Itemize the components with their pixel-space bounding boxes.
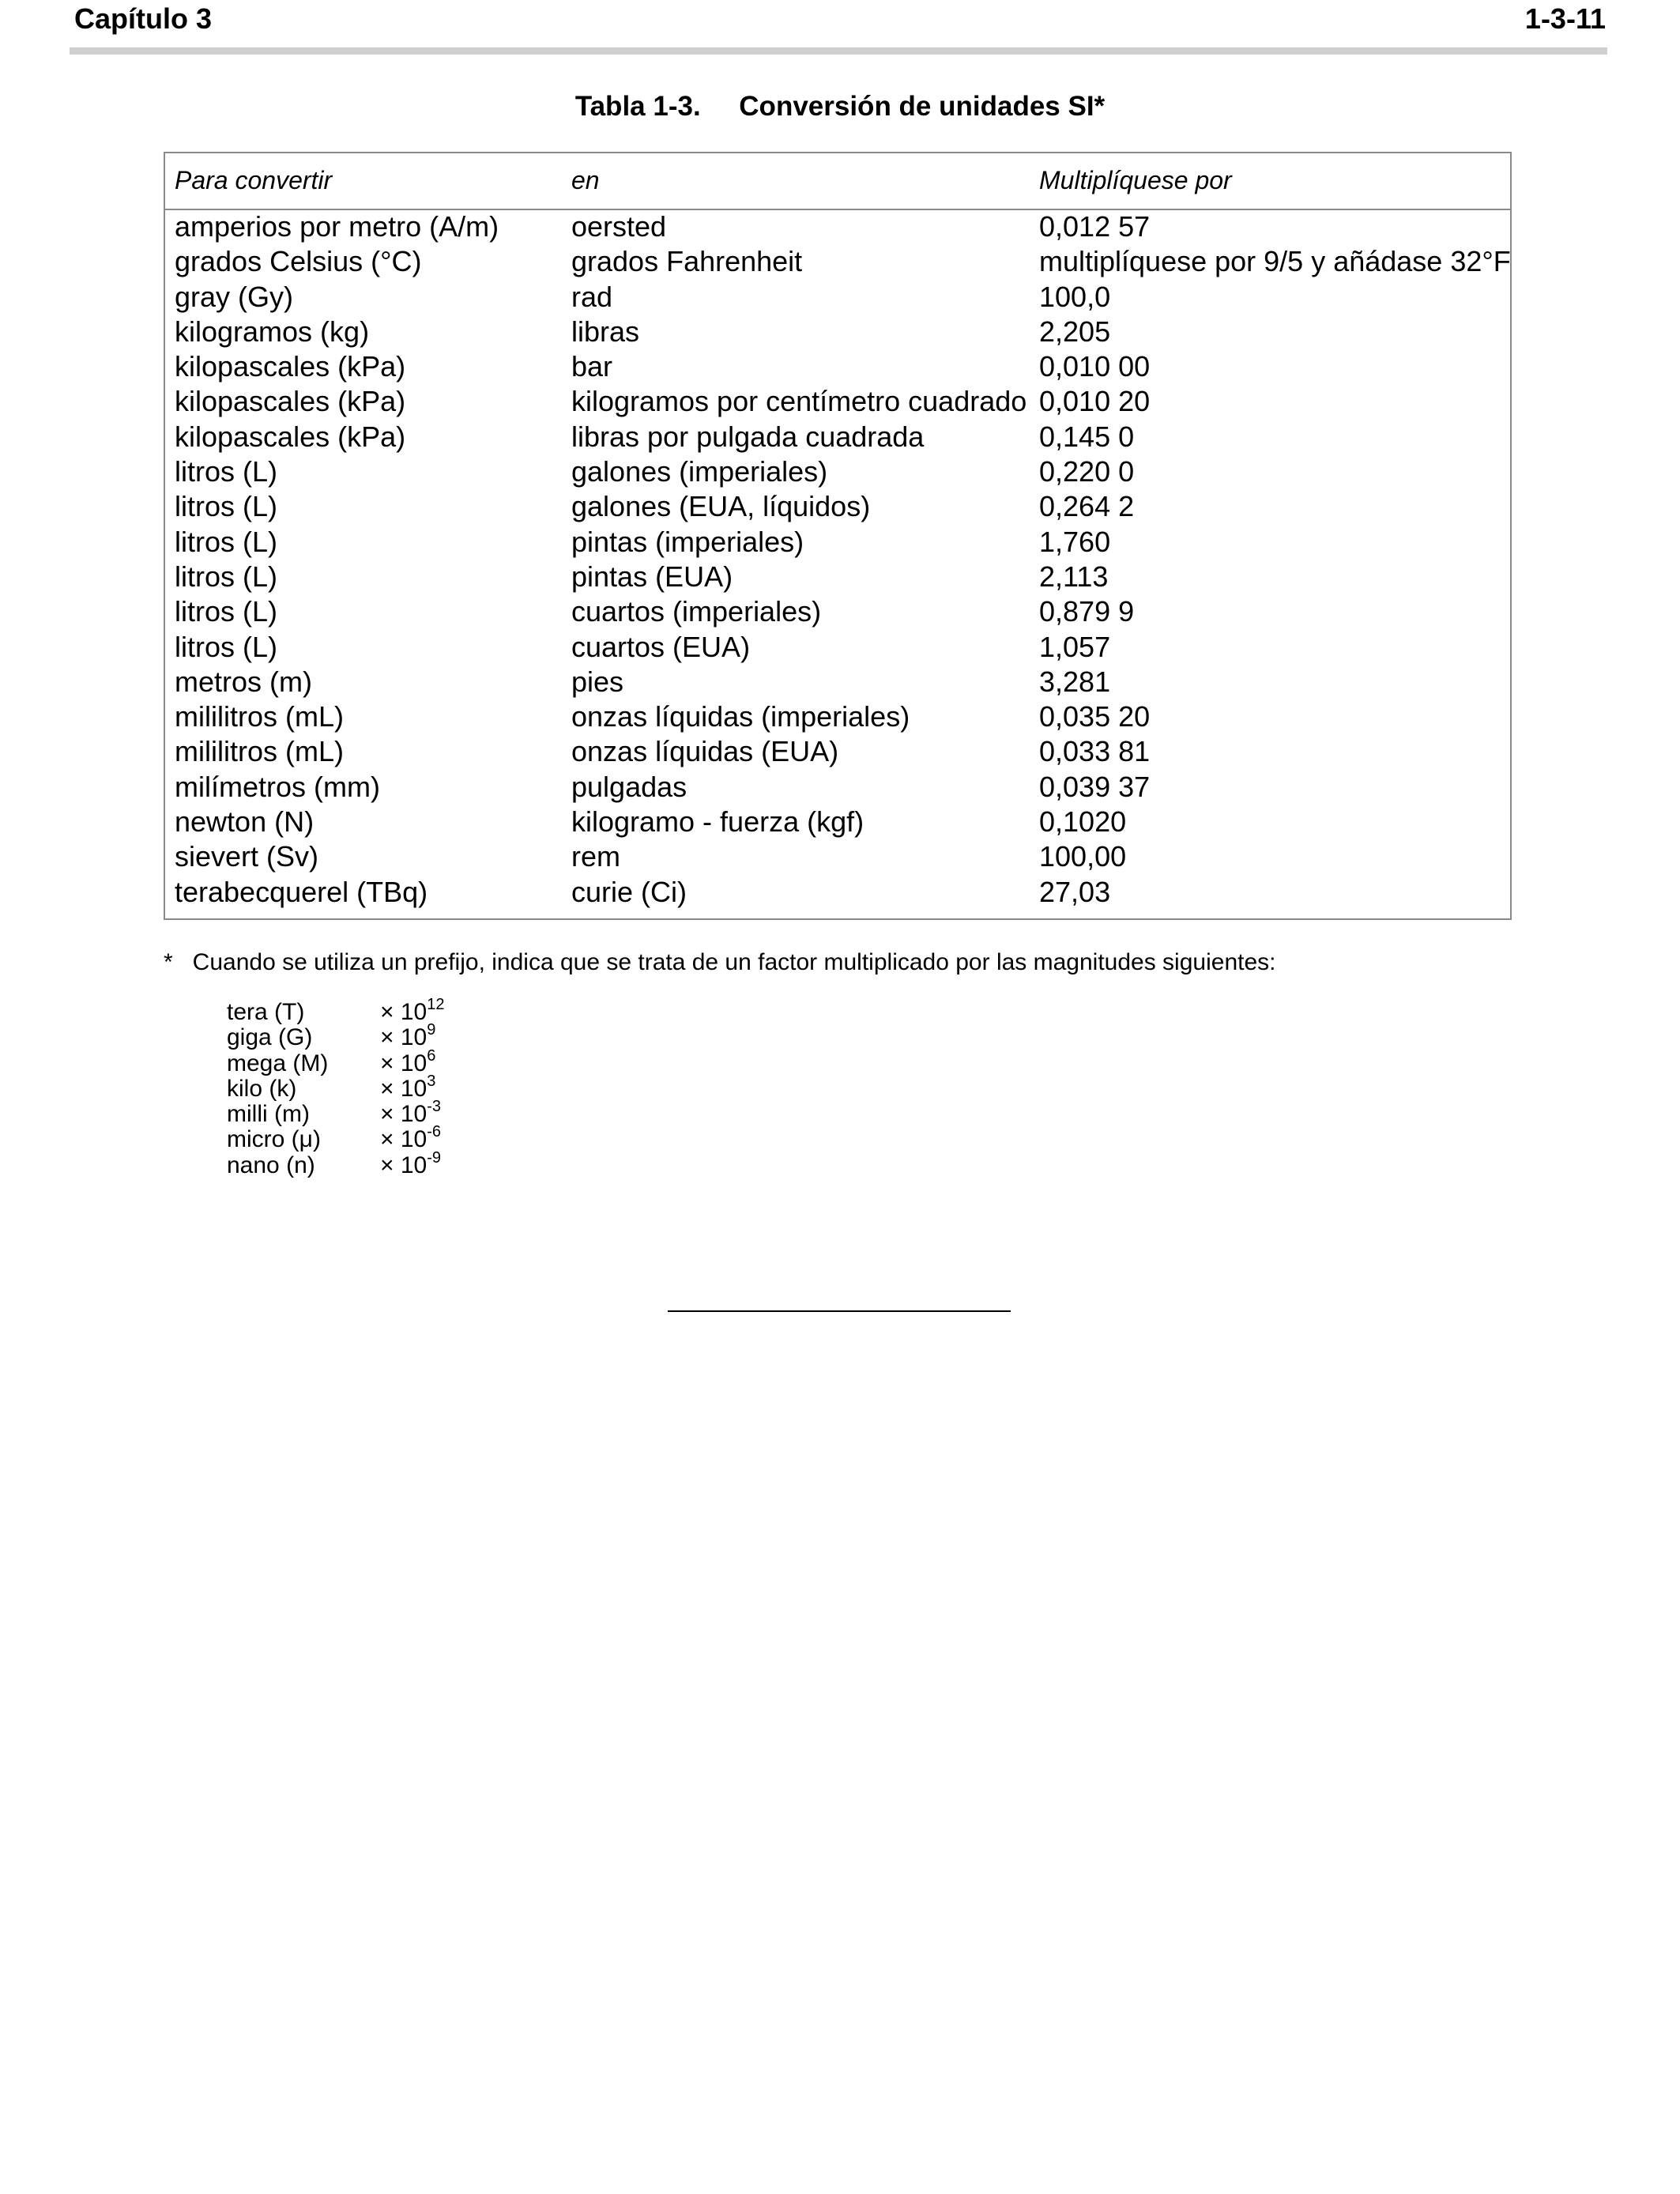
table-row [165, 875, 1510, 910]
prefix-exponent: 9 [427, 1021, 436, 1039]
prefix-factor-base: × 10 [380, 1050, 428, 1076]
footnote: * Cuando se utiliza un prefijo, indica que se trata de un factor multiplicado por las magnitudes siguientes: [164, 949, 1276, 975]
cell-to-unit: oersted [571, 210, 667, 243]
cell-to-unit: pintas (EUA) [571, 560, 733, 593]
table-row [165, 209, 1510, 244]
cell-to-unit: kilogramo - fuerza (kgf) [571, 805, 864, 839]
cell-to-unit: pulgadas [571, 770, 687, 803]
cell-to-unit: galones (imperiales) [571, 455, 828, 488]
cell-to-unit: curie (Ci) [571, 875, 687, 908]
cell-factor: 0,010 20 [1039, 385, 1151, 418]
cell-factor: 0,012 57 [1039, 210, 1151, 243]
cell-to-unit: grados Fahrenheit [571, 245, 803, 278]
column-header-to: en [571, 166, 600, 194]
cell-to-unit: bar [571, 350, 613, 383]
prefix-factor [380, 1148, 442, 1179]
prefix-name: micro (μ) [227, 1126, 321, 1153]
cell-factor: 0,220 0 [1039, 455, 1135, 488]
cell-factor: 100,0 [1039, 280, 1111, 313]
cell-to-unit: libras por pulgada cuadrada [571, 420, 925, 453]
prefix-exponent: 12 [427, 996, 445, 1013]
cell-to-unit: galones (EUA, líquidos) [571, 490, 871, 523]
cell-from-unit: litros (L) [175, 455, 278, 488]
prefix-name: mega (M) [227, 1050, 329, 1076]
cell-from-unit: metros (m) [175, 665, 312, 698]
table-row [165, 805, 1510, 839]
prefix-factor-base: × 10 [380, 999, 428, 1025]
cell-factor: 0,033 81 [1039, 735, 1151, 768]
cell-from-unit: kilopascales (kPa) [175, 420, 406, 453]
table-row [165, 315, 1510, 349]
cell-to-unit: pintas (imperiales) [571, 525, 804, 558]
cell-from-unit: litros (L) [175, 560, 278, 593]
table-row [165, 770, 1510, 805]
cell-to-unit: cuartos (EUA) [571, 630, 751, 663]
table-row [165, 384, 1510, 419]
cell-from-unit: terabecquerel (TBq) [175, 875, 428, 908]
cell-factor: 0,039 37 [1039, 770, 1151, 803]
cell-factor: 0,035 20 [1039, 700, 1151, 733]
cell-to-unit: rem [571, 840, 620, 873]
chapter-label: Capítulo 3 [74, 2, 213, 35]
cell-factor: 27,03 [1039, 875, 1111, 908]
cell-from-unit: newton (N) [175, 805, 315, 839]
header-rule [70, 47, 1607, 55]
table-title: Tabla 1-3. Conversión de unidades SI* [574, 91, 1106, 122]
table-row [165, 454, 1510, 489]
table-header-row [165, 153, 1510, 210]
table-row [165, 630, 1510, 665]
cell-factor: 0,145 0 [1039, 420, 1135, 453]
cell-factor: 1,057 [1039, 630, 1111, 663]
cell-factor: 0,879 9 [1039, 595, 1135, 628]
cell-from-unit: amperios por metro (A/m) [175, 210, 499, 243]
cell-from-unit: kilopascales (kPa) [175, 350, 406, 383]
cell-factor: 0,1020 [1039, 805, 1127, 839]
cell-from-unit: mililitros (mL) [175, 735, 344, 768]
cell-from-unit: kilopascales (kPa) [175, 385, 406, 418]
cell-from-unit: mililitros (mL) [175, 700, 344, 733]
prefix-exponent: -6 [427, 1123, 442, 1141]
table-row [165, 734, 1510, 769]
table-body [165, 209, 1510, 910]
table-row [165, 665, 1510, 699]
cell-to-unit: rad [571, 280, 613, 313]
prefix-exponent: -3 [427, 1098, 442, 1116]
cell-factor: 2,113 [1039, 560, 1109, 593]
cell-to-unit: onzas líquidas (EUA) [571, 735, 839, 768]
prefix-factor-base: × 10 [380, 1152, 428, 1178]
cell-from-unit: litros (L) [175, 595, 278, 628]
prefix-factor-base: × 10 [380, 1075, 428, 1102]
column-header-factor: Multiplíquese por [1039, 166, 1232, 194]
cell-to-unit: libras [571, 315, 640, 348]
prefix-factor-base: × 10 [380, 1024, 428, 1051]
cell-factor: 0,010 00 [1039, 350, 1151, 383]
prefix-name: nano (n) [227, 1152, 315, 1178]
cell-to-unit: cuartos (imperiales) [571, 595, 822, 628]
cell-from-unit: kilogramos (kg) [175, 315, 370, 348]
cell-to-unit: onzas líquidas (imperiales) [571, 700, 910, 733]
table-row [165, 489, 1510, 524]
table-row [165, 280, 1510, 315]
cell-to-unit: kilogramos por centímetro cuadrado [571, 385, 1027, 418]
prefix-factor-base: × 10 [380, 1101, 428, 1128]
table-row [165, 349, 1510, 384]
cell-factor: 100,00 [1039, 840, 1127, 873]
prefix-factor-base: × 10 [380, 1126, 428, 1153]
cell-from-unit: litros (L) [175, 630, 278, 663]
cell-factor: multiplíquese por 9/5 y añádase 32°F [1039, 245, 1511, 278]
table-row [165, 420, 1510, 454]
table-row [165, 244, 1510, 279]
cell-from-unit: litros (L) [175, 490, 278, 523]
column-header-from: Para convertir [175, 166, 333, 194]
table-row [165, 594, 1510, 629]
conversion-table [164, 152, 1512, 920]
prefix-name: tera (T) [227, 999, 305, 1025]
prefix-exponent: 3 [427, 1072, 436, 1090]
cell-factor: 1,760 [1039, 525, 1111, 558]
table-row [165, 699, 1510, 734]
cell-from-unit: milímetros (mm) [175, 770, 380, 803]
cell-factor: 2,205 [1039, 315, 1111, 348]
prefix-exponent: -9 [427, 1148, 442, 1167]
cell-from-unit: sievert (Sv) [175, 840, 319, 873]
prefix-exponent: 6 [427, 1046, 436, 1065]
cell-from-unit: gray (Gy) [175, 280, 294, 313]
cell-factor: 3,281 [1039, 665, 1111, 698]
table-row [165, 560, 1510, 594]
prefix-name: milli (m) [227, 1101, 310, 1128]
end-rule [668, 1310, 1011, 1312]
cell-from-unit: litros (L) [175, 525, 278, 558]
cell-to-unit: pies [571, 665, 624, 698]
prefix-name: giga (G) [227, 1024, 313, 1051]
table-row [165, 525, 1510, 560]
cell-factor: 0,264 2 [1039, 490, 1135, 523]
prefix-name: kilo (k) [227, 1075, 297, 1102]
table-row [165, 839, 1510, 874]
page-number: 1-3-11 [1524, 2, 1606, 35]
cell-from-unit: grados Celsius (°C) [175, 245, 422, 278]
